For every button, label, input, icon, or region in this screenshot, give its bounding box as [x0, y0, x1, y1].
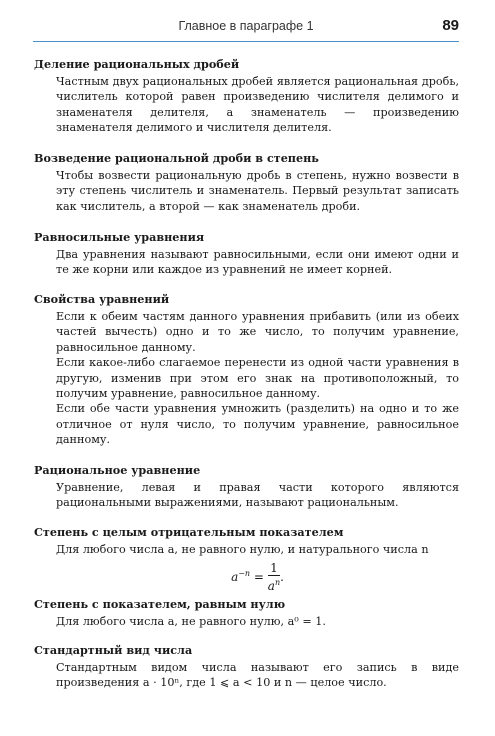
section-text: Для любого числа a, не равного нулю, a⁰ = 1.	[56, 615, 326, 628]
property-1: Если к обеим частям данного уравнения прибавить (или из обеих частей вычесть) одно и то же число, то получим уравнение, равносильное данному.	[56, 310, 459, 354]
section-text: Стандартным видом числа называют его запись в виде произведения a · 10ⁿ, где 1 ⩽ a < 10 и n — целое число.	[56, 661, 459, 690]
formula-numerator: 1	[268, 562, 280, 576]
running-title: Главное в параграфе 1	[178, 19, 314, 33]
section-power	[34, 150, 459, 214]
section-title: Стандартный вид числа	[34, 643, 193, 657]
property-2: Если какое-либо слагаемое перенести из одной части уравнения в другую, изменив при этом его знак на противоположный, то получим уравнение, равносильное данному.	[56, 356, 459, 401]
section-title: Степень с показателем, равным нулю	[34, 597, 286, 611]
page-number: 89	[442, 17, 459, 34]
section-text: Частным двух рациональных дробей является рациональная дробь, числитель которой равен произведению числителя делимого и знаменателя делителя, а знаменатель — произведению знаменателя делимого и числителя делителя.	[56, 75, 459, 135]
section-text: Чтобы возвести рациональную дробь в степень, нужно возвести в эту степень числитель и знаменатель. Первый результат записать как числитель, а второй — как знаменатель дроби.	[56, 169, 459, 213]
section-division	[34, 56, 459, 136]
negative-exponent-formula	[56, 562, 459, 593]
formula-base: a	[231, 570, 239, 585]
section-equivalent-equations	[34, 229, 459, 278]
formula-fraction	[268, 562, 280, 593]
section-text: Для любого числа a, не равного нулю, и натурального числа n	[56, 543, 429, 556]
formula-den-base: a	[267, 579, 275, 594]
section-equation-properties	[34, 291, 459, 448]
section-title: Равносильные уравнения	[34, 230, 205, 244]
section-negative-exponent	[34, 524, 459, 593]
formula-exponent: −n	[238, 569, 251, 579]
section-zero-exponent	[34, 596, 459, 629]
section-title: Рациональное уравнение	[34, 463, 201, 477]
section-title: Свойства уравнений	[34, 292, 170, 306]
section-title: Деление рациональных дробей	[34, 57, 240, 71]
formula-equals: =	[253, 570, 264, 585]
section-text: Два уравнения называют равносильными, если они имеют одни и те же корни или каждое из уравнений не имеет корней.	[56, 248, 459, 277]
section-standard-form	[34, 642, 459, 691]
property-3: Если обе части уравнения умножить (разделить) на одно и то же отличное от нуля число, то получим уравнение, равносильное данному.	[56, 402, 459, 447]
formula-period: .	[280, 570, 284, 585]
formula-denominator	[268, 576, 280, 593]
page-header	[33, 0, 459, 44]
header-rule	[33, 41, 459, 42]
section-text: Уравнение, левая и правая части которого являются рациональными выражениями, называют рациональным.	[56, 481, 459, 510]
section-title: Возведение рациональной дроби в степень	[34, 151, 319, 165]
section-title: Степень с целым отрицательным показателем	[34, 525, 344, 539]
formula-den-exponent: n	[274, 578, 281, 588]
section-rational-equation	[34, 462, 459, 511]
